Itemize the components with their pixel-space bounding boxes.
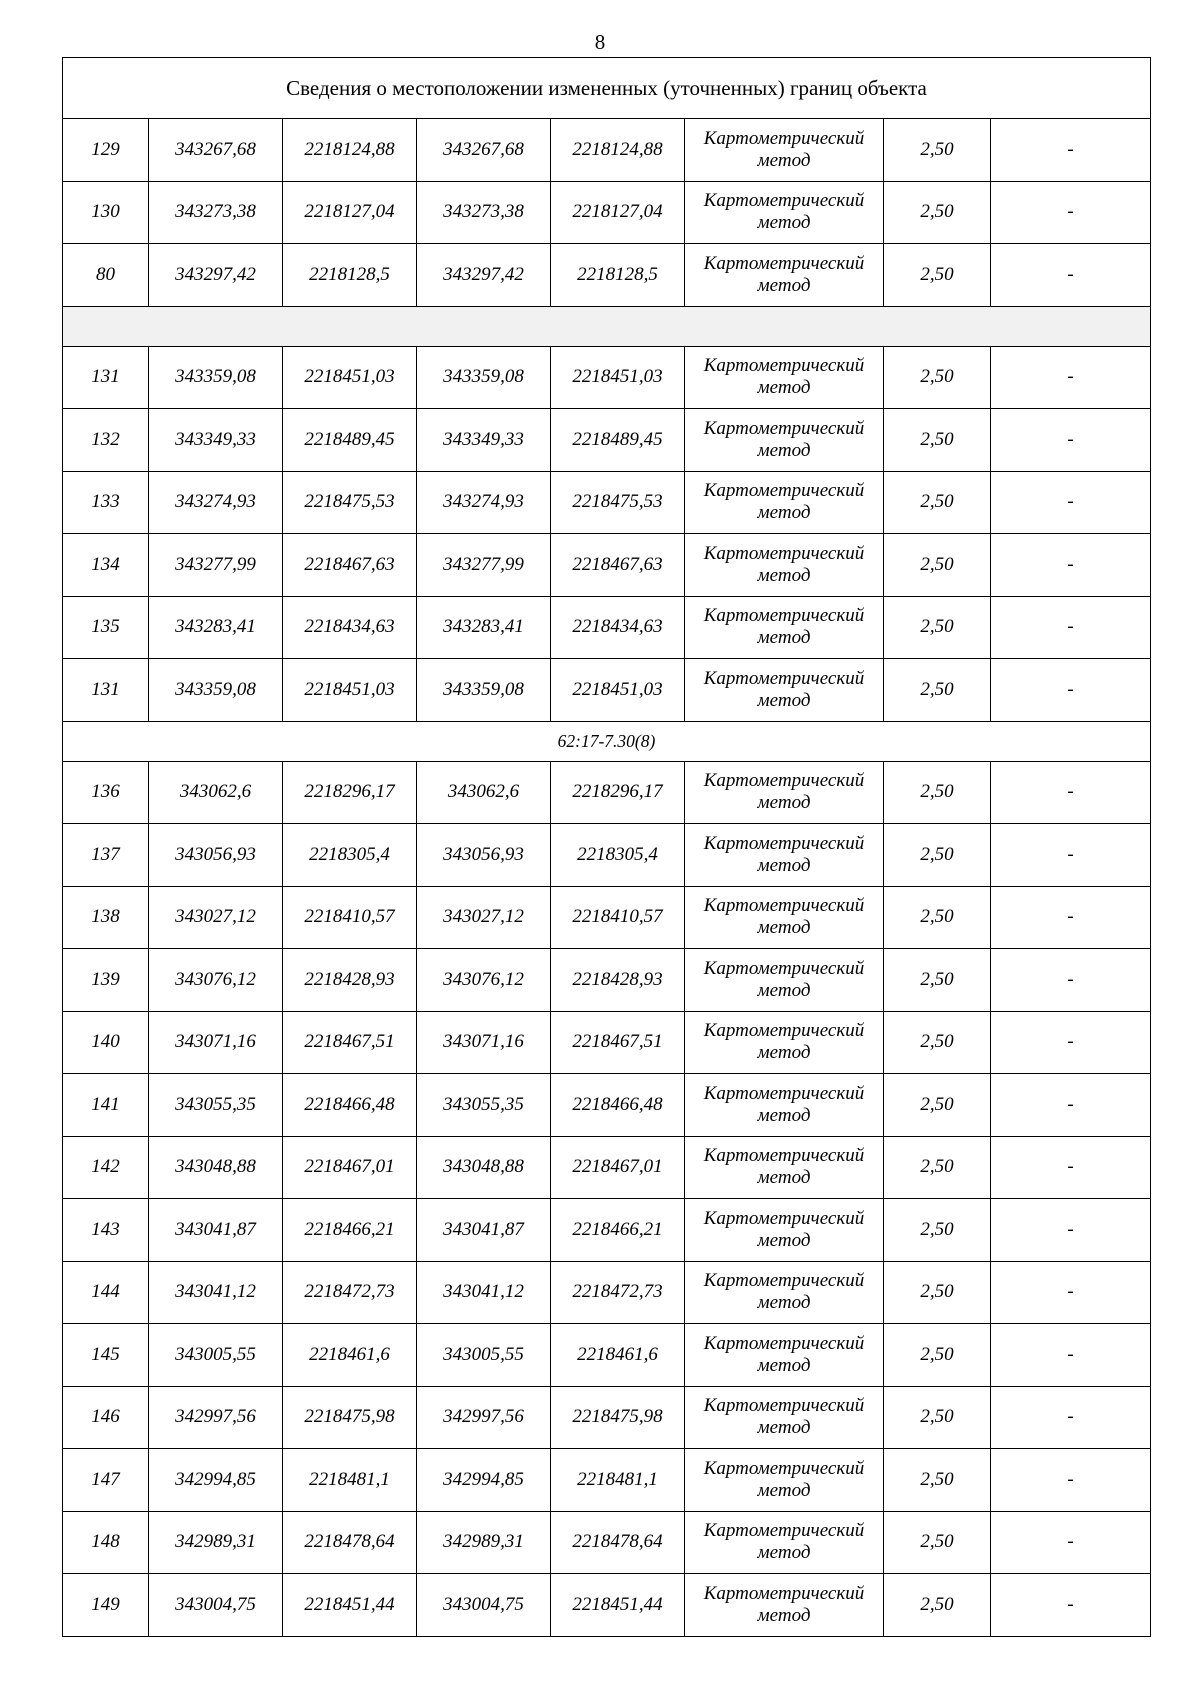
point-number-cell: 132	[63, 409, 149, 472]
existing-y-cell: 2218472,73	[283, 1261, 417, 1324]
existing-y-cell: 2218451,44	[283, 1574, 417, 1637]
accuracy-cell: 2,50	[884, 596, 991, 659]
refined-x-cell: 343359,08	[417, 659, 551, 722]
refined-y-cell: 2218127,04	[551, 181, 685, 244]
accuracy-cell: 2,50	[884, 1574, 991, 1637]
table-title-row	[63, 58, 1151, 119]
existing-x-cell: 343071,16	[149, 1011, 283, 1074]
refined-x-cell: 343277,99	[417, 534, 551, 597]
existing-x-cell: 342997,56	[149, 1386, 283, 1449]
refined-y-cell: 2218489,45	[551, 409, 685, 472]
page-number: 8	[594, 30, 606, 54]
note-cell: -	[991, 949, 1151, 1012]
point-number-cell: 130	[63, 181, 149, 244]
table-row	[63, 1261, 1151, 1324]
method-cell: Картометрический метод	[685, 244, 884, 307]
refined-y-cell: 2218466,21	[551, 1199, 685, 1262]
existing-y-cell: 2218475,53	[283, 471, 417, 534]
note-cell: -	[991, 596, 1151, 659]
table-row	[63, 1386, 1151, 1449]
boundary-coordinates-table	[62, 57, 1151, 1637]
existing-y-cell: 2218124,88	[283, 119, 417, 182]
note-cell: -	[991, 1261, 1151, 1324]
refined-x-cell: 343056,93	[417, 824, 551, 887]
existing-x-cell: 343273,38	[149, 181, 283, 244]
point-number-cell: 134	[63, 534, 149, 597]
table-row	[63, 761, 1151, 824]
note-cell: -	[991, 1511, 1151, 1574]
note-cell: -	[991, 244, 1151, 307]
existing-x-cell: 343277,99	[149, 534, 283, 597]
existing-x-cell: 343027,12	[149, 886, 283, 949]
accuracy-cell: 2,50	[884, 761, 991, 824]
method-cell: Картометрический метод	[685, 824, 884, 887]
existing-y-cell: 2218434,63	[283, 596, 417, 659]
refined-y-cell: 2218296,17	[551, 761, 685, 824]
method-cell: Картометрический метод	[685, 1011, 884, 1074]
point-number-cell: 138	[63, 886, 149, 949]
refined-y-cell: 2218128,5	[551, 244, 685, 307]
point-number-cell: 129	[63, 119, 149, 182]
existing-x-cell: 342989,31	[149, 1511, 283, 1574]
accuracy-cell: 2,50	[884, 1449, 991, 1512]
existing-x-cell: 343048,88	[149, 1136, 283, 1199]
refined-y-cell: 2218434,63	[551, 596, 685, 659]
refined-x-cell: 343273,38	[417, 181, 551, 244]
table-row	[63, 1449, 1151, 1512]
refined-y-cell: 2218481,1	[551, 1449, 685, 1512]
note-cell: -	[991, 1074, 1151, 1137]
refined-y-cell: 2218467,01	[551, 1136, 685, 1199]
refined-x-cell: 343041,87	[417, 1199, 551, 1262]
accuracy-cell: 2,50	[884, 119, 991, 182]
accuracy-cell: 2,50	[884, 181, 991, 244]
method-cell: Картометрический метод	[685, 886, 884, 949]
method-cell: Картометрический метод	[685, 1324, 884, 1387]
table-row	[63, 886, 1151, 949]
table-row	[63, 409, 1151, 472]
section-row	[63, 306, 1151, 346]
method-cell: Картометрический метод	[685, 409, 884, 472]
accuracy-cell: 2,50	[884, 244, 991, 307]
existing-y-cell: 2218489,45	[283, 409, 417, 472]
point-number-cell: 131	[63, 659, 149, 722]
method-cell: Картометрический метод	[685, 1136, 884, 1199]
table-row	[63, 1574, 1151, 1637]
existing-y-cell: 2218451,03	[283, 659, 417, 722]
refined-x-cell: 342997,56	[417, 1386, 551, 1449]
refined-y-cell: 2218451,03	[551, 659, 685, 722]
existing-x-cell: 343056,93	[149, 824, 283, 887]
refined-x-cell: 343267,68	[417, 119, 551, 182]
refined-x-cell: 343062,6	[417, 761, 551, 824]
existing-y-cell: 2218410,57	[283, 886, 417, 949]
point-number-cell: 80	[63, 244, 149, 307]
note-cell: -	[991, 761, 1151, 824]
table-row	[63, 346, 1151, 409]
refined-y-cell: 2218451,44	[551, 1574, 685, 1637]
existing-x-cell: 343062,6	[149, 761, 283, 824]
refined-y-cell: 2218451,03	[551, 346, 685, 409]
accuracy-cell: 2,50	[884, 1511, 991, 1574]
existing-x-cell: 343274,93	[149, 471, 283, 534]
point-number-cell: 140	[63, 1011, 149, 1074]
existing-x-cell: 343041,87	[149, 1199, 283, 1262]
note-cell: -	[991, 1136, 1151, 1199]
point-number-cell: 148	[63, 1511, 149, 1574]
refined-x-cell: 343283,41	[417, 596, 551, 659]
note-cell: -	[991, 409, 1151, 472]
table-row	[63, 181, 1151, 244]
accuracy-cell: 2,50	[884, 1011, 991, 1074]
note-cell: -	[991, 181, 1151, 244]
accuracy-cell: 2,50	[884, 409, 991, 472]
point-number-cell: 145	[63, 1324, 149, 1387]
point-number-cell: 143	[63, 1199, 149, 1262]
method-cell: Картометрический метод	[685, 1261, 884, 1324]
refined-x-cell: 343041,12	[417, 1261, 551, 1324]
table-row	[63, 244, 1151, 307]
existing-y-cell: 2218128,5	[283, 244, 417, 307]
refined-x-cell: 343071,16	[417, 1011, 551, 1074]
accuracy-cell: 2,50	[884, 471, 991, 534]
table-row	[63, 1511, 1151, 1574]
existing-x-cell: 343005,55	[149, 1324, 283, 1387]
table-row	[63, 1136, 1151, 1199]
existing-y-cell: 2218481,1	[283, 1449, 417, 1512]
refined-y-cell: 2218475,98	[551, 1386, 685, 1449]
refined-y-cell: 2218467,63	[551, 534, 685, 597]
table-row	[63, 119, 1151, 182]
method-cell: Картометрический метод	[685, 761, 884, 824]
refined-y-cell: 2218124,88	[551, 119, 685, 182]
table-title: Сведения о местоположении измененных (уточненных) границ объекта	[63, 58, 1151, 119]
section-separator	[63, 306, 1151, 346]
refined-y-cell: 2218466,48	[551, 1074, 685, 1137]
accuracy-cell: 2,50	[884, 1386, 991, 1449]
refined-y-cell: 2218478,64	[551, 1511, 685, 1574]
refined-x-cell: 343076,12	[417, 949, 551, 1012]
point-number-cell: 139	[63, 949, 149, 1012]
refined-x-cell: 343274,93	[417, 471, 551, 534]
existing-y-cell: 2218467,01	[283, 1136, 417, 1199]
existing-y-cell: 2218466,48	[283, 1074, 417, 1137]
section-header: 62:17-7.30(8)	[63, 721, 1151, 761]
method-cell: Картометрический метод	[685, 1449, 884, 1512]
existing-y-cell: 2218428,93	[283, 949, 417, 1012]
refined-x-cell: 343004,75	[417, 1574, 551, 1637]
refined-y-cell: 2218475,53	[551, 471, 685, 534]
method-cell: Картометрический метод	[685, 1199, 884, 1262]
table-row	[63, 1199, 1151, 1262]
accuracy-cell: 2,50	[884, 886, 991, 949]
method-cell: Картометрический метод	[685, 181, 884, 244]
method-cell: Картометрический метод	[685, 1074, 884, 1137]
existing-x-cell: 343041,12	[149, 1261, 283, 1324]
note-cell: -	[991, 471, 1151, 534]
method-cell: Картометрический метод	[685, 659, 884, 722]
point-number-cell: 144	[63, 1261, 149, 1324]
accuracy-cell: 2,50	[884, 1324, 991, 1387]
point-number-cell: 136	[63, 761, 149, 824]
point-number-cell: 142	[63, 1136, 149, 1199]
note-cell: -	[991, 119, 1151, 182]
refined-x-cell: 343005,55	[417, 1324, 551, 1387]
table-row	[63, 824, 1151, 887]
note-cell: -	[991, 346, 1151, 409]
point-number-cell: 146	[63, 1386, 149, 1449]
point-number-cell: 141	[63, 1074, 149, 1137]
table-row	[63, 949, 1151, 1012]
method-cell: Картометрический метод	[685, 346, 884, 409]
note-cell: -	[991, 1449, 1151, 1512]
refined-x-cell: 343055,35	[417, 1074, 551, 1137]
note-cell: -	[991, 1386, 1151, 1449]
point-number-cell: 147	[63, 1449, 149, 1512]
method-cell: Картометрический метод	[685, 1511, 884, 1574]
existing-y-cell: 2218467,51	[283, 1011, 417, 1074]
refined-y-cell: 2218467,51	[551, 1011, 685, 1074]
accuracy-cell: 2,50	[884, 534, 991, 597]
refined-x-cell: 343027,12	[417, 886, 551, 949]
refined-y-cell: 2218428,93	[551, 949, 685, 1012]
note-cell: -	[991, 659, 1151, 722]
existing-y-cell: 2218296,17	[283, 761, 417, 824]
method-cell: Картометрический метод	[685, 949, 884, 1012]
existing-x-cell: 343359,08	[149, 659, 283, 722]
existing-x-cell: 343004,75	[149, 1574, 283, 1637]
refined-x-cell: 342989,31	[417, 1511, 551, 1574]
refined-y-cell: 2218461,6	[551, 1324, 685, 1387]
table-row	[63, 534, 1151, 597]
section-row	[63, 721, 1151, 761]
method-cell: Картометрический метод	[685, 596, 884, 659]
existing-y-cell: 2218467,63	[283, 534, 417, 597]
accuracy-cell: 2,50	[884, 949, 991, 1012]
existing-x-cell: 343283,41	[149, 596, 283, 659]
refined-x-cell: 343359,08	[417, 346, 551, 409]
existing-y-cell: 2218475,98	[283, 1386, 417, 1449]
note-cell: -	[991, 1574, 1151, 1637]
existing-y-cell: 2218127,04	[283, 181, 417, 244]
existing-y-cell: 2218451,03	[283, 346, 417, 409]
accuracy-cell: 2,50	[884, 1199, 991, 1262]
note-cell: -	[991, 824, 1151, 887]
method-cell: Картометрический метод	[685, 1574, 884, 1637]
point-number-cell: 131	[63, 346, 149, 409]
existing-y-cell: 2218305,4	[283, 824, 417, 887]
existing-y-cell: 2218466,21	[283, 1199, 417, 1262]
method-cell: Картометрический метод	[685, 471, 884, 534]
refined-x-cell: 342994,85	[417, 1449, 551, 1512]
accuracy-cell: 2,50	[884, 1136, 991, 1199]
note-cell: -	[991, 1324, 1151, 1387]
table-row	[63, 596, 1151, 659]
table-row	[63, 659, 1151, 722]
note-cell: -	[991, 1011, 1151, 1074]
accuracy-cell: 2,50	[884, 1074, 991, 1137]
note-cell: -	[991, 886, 1151, 949]
existing-x-cell: 343297,42	[149, 244, 283, 307]
existing-x-cell: 343267,68	[149, 119, 283, 182]
note-cell: -	[991, 534, 1151, 597]
accuracy-cell: 2,50	[884, 1261, 991, 1324]
point-number-cell: 135	[63, 596, 149, 659]
existing-y-cell: 2218461,6	[283, 1324, 417, 1387]
existing-y-cell: 2218478,64	[283, 1511, 417, 1574]
refined-x-cell: 343297,42	[417, 244, 551, 307]
table-row	[63, 1324, 1151, 1387]
table-body	[63, 58, 1151, 1637]
method-cell: Картометрический метод	[685, 1386, 884, 1449]
accuracy-cell: 2,50	[884, 346, 991, 409]
existing-x-cell: 343076,12	[149, 949, 283, 1012]
point-number-cell: 137	[63, 824, 149, 887]
point-number-cell: 149	[63, 1574, 149, 1637]
refined-x-cell: 343048,88	[417, 1136, 551, 1199]
refined-y-cell: 2218410,57	[551, 886, 685, 949]
accuracy-cell: 2,50	[884, 659, 991, 722]
refined-y-cell: 2218305,4	[551, 824, 685, 887]
refined-y-cell: 2218472,73	[551, 1261, 685, 1324]
method-cell: Картометрический метод	[685, 119, 884, 182]
refined-x-cell: 343349,33	[417, 409, 551, 472]
existing-x-cell: 343055,35	[149, 1074, 283, 1137]
table-row	[63, 1011, 1151, 1074]
existing-x-cell: 342994,85	[149, 1449, 283, 1512]
point-number-cell: 133	[63, 471, 149, 534]
table-row	[63, 1074, 1151, 1137]
existing-x-cell: 343349,33	[149, 409, 283, 472]
method-cell: Картометрический метод	[685, 534, 884, 597]
note-cell: -	[991, 1199, 1151, 1262]
accuracy-cell: 2,50	[884, 824, 991, 887]
existing-x-cell: 343359,08	[149, 346, 283, 409]
table-row	[63, 471, 1151, 534]
